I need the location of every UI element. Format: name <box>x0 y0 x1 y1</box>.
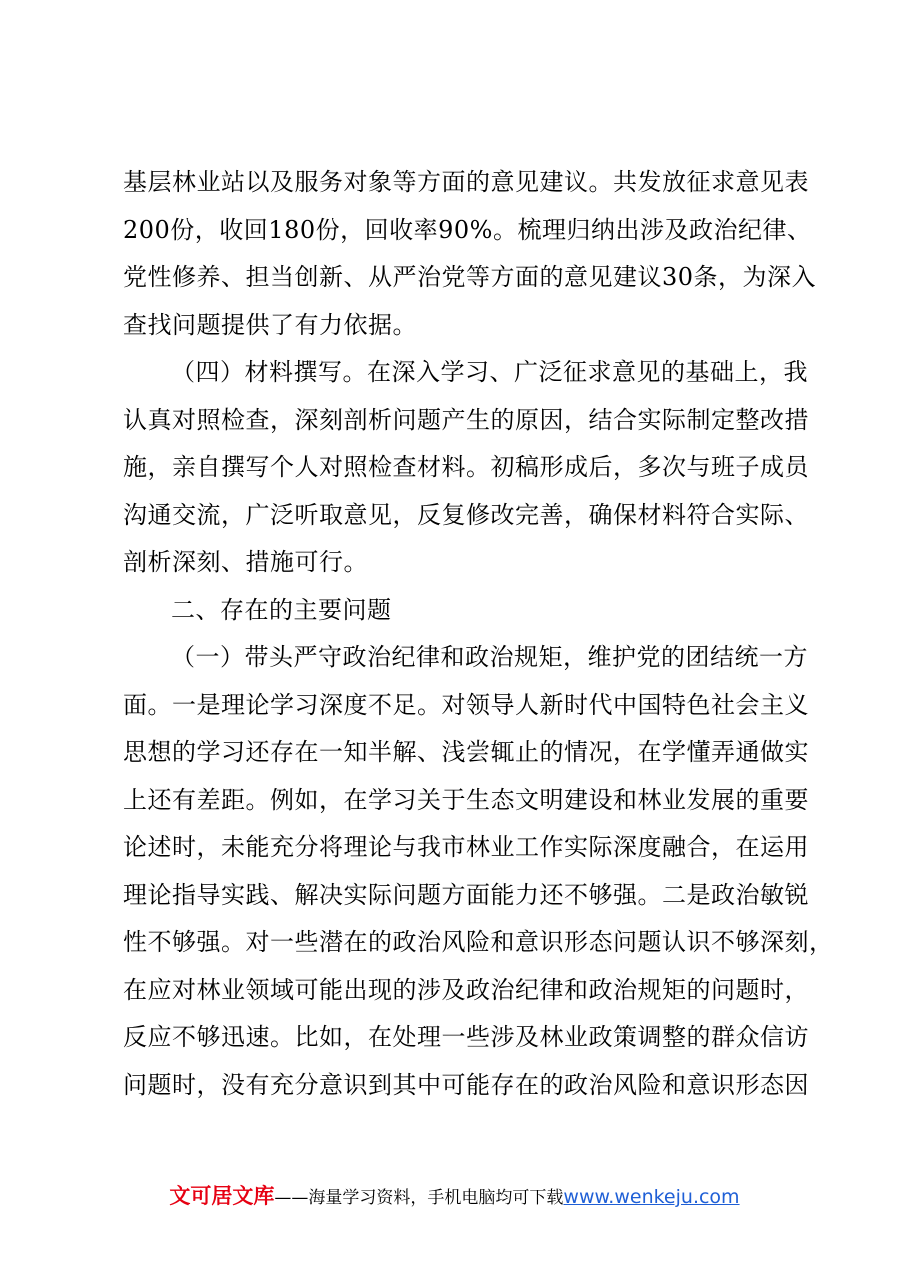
paragraph-line: 沟通交流，广泛听取意见，反复修改完善，确保材料符合实际、 <box>123 500 809 529</box>
footer-tagline: ——海量学习资料，手机电脑均可下载 <box>274 1188 564 1208</box>
paragraph-line: 反应不够迅速。比如，在处理一些涉及林业政策调整的群众信访 <box>123 1023 809 1051</box>
paragraph-line: 思想的学习还存在一知半解、浅尝辄止的情况，在学懂弄通做实 <box>123 738 809 766</box>
paragraph-line: 面。一是理论学习深度不足。对领导人新时代中国特色社会主义 <box>123 690 809 719</box>
paragraph-line: 基层林业站以及服务对象等方面的意见建议。共发放征求意见表 <box>123 168 809 196</box>
paragraph-line: 200份，收回180份，回收率90%。梳理归纳出涉及政治纪律、 <box>123 215 812 244</box>
paragraph-line: 剖析深刻、措施可行。 <box>123 548 368 576</box>
paragraph-line: 在应对林业领域可能出现的涉及政治纪律和政治规矩的问题时， <box>123 975 809 1004</box>
paragraph-line: （一）带头严守政治纪律和政治规矩，维护党的团结统一方 <box>171 643 808 671</box>
paragraph-line: 性不够强。对一些潜在的政治风险和意识形态问题认识不够深刻， <box>123 928 834 956</box>
paragraph-line: 施，亲自撰写个人对照检查材料。初稿形成后，多次与班子成员 <box>123 453 809 481</box>
paragraph-line: 认真对照检查，深刻剖析问题产生的原因，结合实际制定整改措 <box>123 405 809 434</box>
paragraph-line: 问题时，没有充分意识到其中可能存在的政治风险和意识形态因 <box>123 1070 809 1099</box>
section-heading: 二、存在的主要问题 <box>171 595 392 624</box>
paragraph-line: 理论指导实践、解决实际问题方面能力还不够强。二是政治敏锐 <box>123 880 809 909</box>
brand-name: 文可居文库 <box>169 1184 275 1208</box>
paragraph-line: 查找问题提供了有力依据。 <box>123 310 417 339</box>
paragraph-line: 上还有差距。例如，在学习关于生态文明建设和林业发展的重要 <box>123 785 809 814</box>
paragraph-line: 党性修养、担当创新、从严治党等方面的意见建议30条，为深入 <box>123 263 817 291</box>
website-link[interactable]: www.wenkeju.com <box>563 1186 740 1208</box>
footer-banner <box>0 1180 909 1210</box>
document-body <box>123 159 834 1109</box>
paragraph-line: （四）材料撰写。在深入学习、广泛征求意见的基础上，我 <box>171 358 808 386</box>
paragraph-line: 论述时，未能充分将理论与我市林业工作实际深度融合，在运用 <box>123 833 809 861</box>
